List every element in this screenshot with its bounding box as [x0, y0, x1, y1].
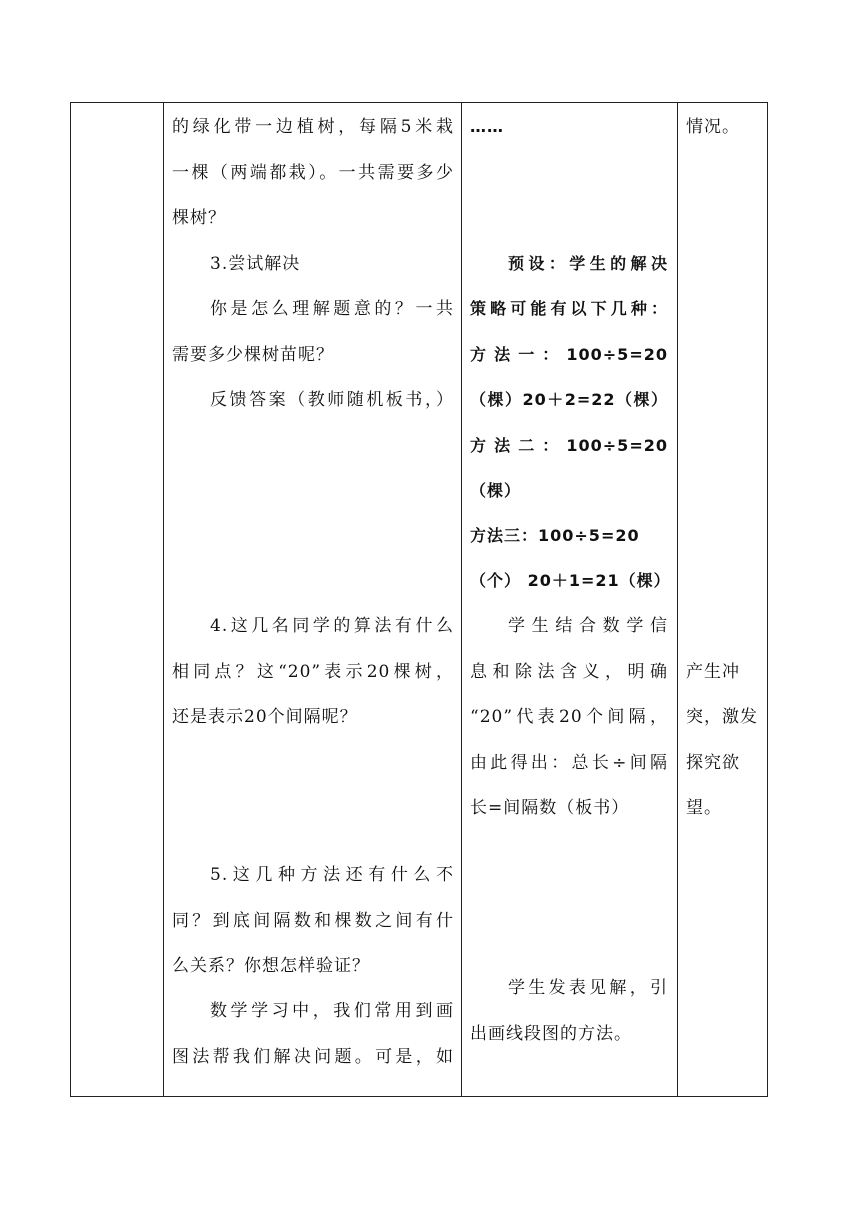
text-line: 突，激发 — [686, 707, 758, 727]
text-line: 图法帮我们解决问题。可是，如 — [172, 1047, 454, 1067]
text-line: 么关系？你想怎样验证？ — [172, 956, 370, 976]
text-line: “20”代表20个间隔， — [470, 707, 668, 727]
text-line: 棵树？ — [172, 208, 226, 228]
text-line: 息和除法含义，明确 — [470, 662, 668, 682]
text-line: 情况。 — [686, 117, 740, 137]
section-heading: 3.尝试解决 — [210, 254, 301, 274]
text-line: 出画线段图的方法。 — [470, 1024, 632, 1044]
text-line: 策略可能有以下几种： — [470, 299, 668, 318]
method-line: 方法一：100÷5=20 — [470, 345, 668, 364]
text-line: 反馈答案（教师随机板书，） — [210, 390, 454, 410]
section-heading: 5.这几种方法还有什么不 — [210, 865, 454, 885]
design-intent-column — [678, 103, 767, 1096]
text-line: 的绿化带一边植树，每隔5米栽 — [172, 117, 454, 137]
ellipsis-text: …… — [470, 117, 504, 136]
lesson-plan-table — [70, 102, 768, 1097]
teacher-activity-column — [164, 103, 460, 1096]
text-line: 学生结合数学信 — [508, 616, 668, 636]
text-line: 探究欲 — [686, 753, 740, 773]
text-line: 相同点？这“20”表示20棵树， — [172, 662, 454, 682]
text-line: 预设：学生的解决 — [508, 254, 668, 273]
method-line: （棵） — [470, 481, 522, 500]
text-line: 需要多少棵树苗呢？ — [172, 345, 334, 365]
student-activity-column — [462, 103, 676, 1096]
stage-column — [71, 103, 163, 1096]
text-line: 数学学习中，我们常用到画 — [210, 1001, 454, 1021]
text-line: 你是怎么理解题意的？一共 — [210, 299, 454, 319]
text-line: 由此得出：总长÷间隔 — [470, 753, 668, 773]
text-line: 学生发表见解，引 — [508, 978, 668, 998]
text-line: 产生冲 — [686, 662, 740, 682]
text-line: 长=间隔数（板书） — [470, 798, 630, 818]
method-line: 方法三：100÷5=20 — [470, 526, 640, 545]
text-line: 望。 — [686, 798, 722, 818]
method-line: （棵）20＋2=22（棵） — [470, 390, 668, 409]
text-line: 还是表示20个间隔呢？ — [172, 707, 358, 727]
section-heading: 4.这几名同学的算法有什么 — [210, 616, 454, 636]
method-line: （个） 20＋1=21（棵） — [470, 571, 671, 590]
text-line: 同？到底间隔数和棵数之间有什 — [172, 911, 454, 931]
text-line: 一棵（两端都栽）。一共需要多少 — [172, 163, 454, 183]
method-line: 方法二：100÷5=20 — [470, 436, 668, 455]
